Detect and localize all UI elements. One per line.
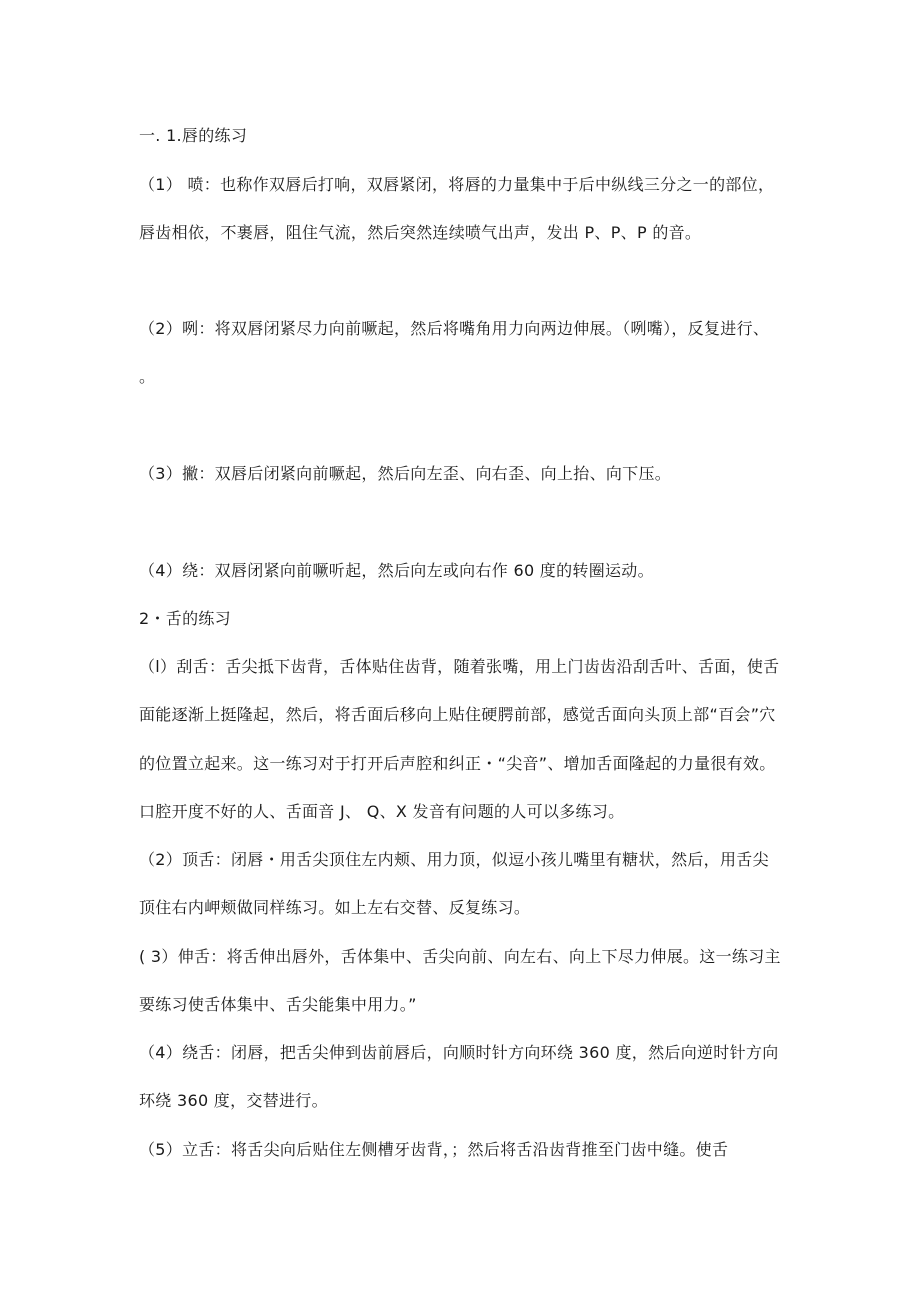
paragraph-line: 要练习使舌体集中、舌尖能集中用力。” [139,995,417,1014]
paragraph-line: （1） 喷：也称作双唇后打响，双唇紧闭，将唇的力量集中于后中纵线三分之一的部位， [139,175,775,194]
section-heading-lip-exercise: 一. 1.唇的练习 [139,126,248,145]
paragraph-line: ( 3）伸舌：将舌伸出唇外，舌体集中、舌尖向前、向左右、向上下尽力伸展。这一练习主 [139,947,781,966]
paragraph-line: （l）刮舌：舌尖抵下齿背，舌体贴住齿背，随着张嘴，用上门齿齿沿刮舌叶、舌面，使舌 [139,657,780,676]
paragraph-line: （4）绕舌：闭唇，把舌尖伸到齿前唇后，向顺时针方向环绕 360 度，然后向逆时针方向 [139,1043,779,1062]
paragraph-line: 。 [139,367,156,386]
paragraph-line: 环绕 360 度，交替进行。 [139,1091,328,1110]
paragraph-line: 口腔开度不好的人、舌面音 J、 Q、X 发音有问题的人可以多练习。 [139,802,625,821]
paragraph-line: （5）立舌：将舌尖向后贴住左侧槽牙齿背，；然后将舌沿齿背推至门齿中缝。使舌 [139,1140,729,1159]
paragraph-line: 面能逐渐上挺隆起，然后，将舌面后移向上贴住硬腭前部，感觉舌面向头顶上部“百会”穴 [139,705,776,724]
paragraph-line: （3）撇：双唇后闭紧向前噘起，然后向左歪、向右歪、向上抬、向下压。 [139,464,672,483]
paragraph-line: 的位置立起来。这一练习对于打开后声腔和纠正・“尖音”、增加舌面隆起的力量很有效。 [139,754,776,773]
paragraph-line: （2）咧：将双唇闭紧尽力向前噘起，然后将嘴角用力向两边伸展。（咧嘴），反复进行、 [139,319,770,338]
paragraph-line: 唇齿相依，不裹唇，阻住气流，然后突然连续喷气出声，发出 P、P、P 的音。 [139,223,702,242]
section-heading-tongue-exercise: 2・舌的练习 [139,609,231,628]
paragraph-line: 顶住右内岬颊做同样练习。如上左右交替、反复练习。 [139,898,531,917]
paragraph-line: （2）顶舌：闭唇・用舌尖顶住左内颊、用力顶，似逗小孩儿嘴里有糖状，然后，用舌尖 [139,850,769,869]
paragraph-line: （4）绕：双唇闭紧向前噘听起，然后向左或向右作 60 度的转圈运动。 [139,561,654,580]
